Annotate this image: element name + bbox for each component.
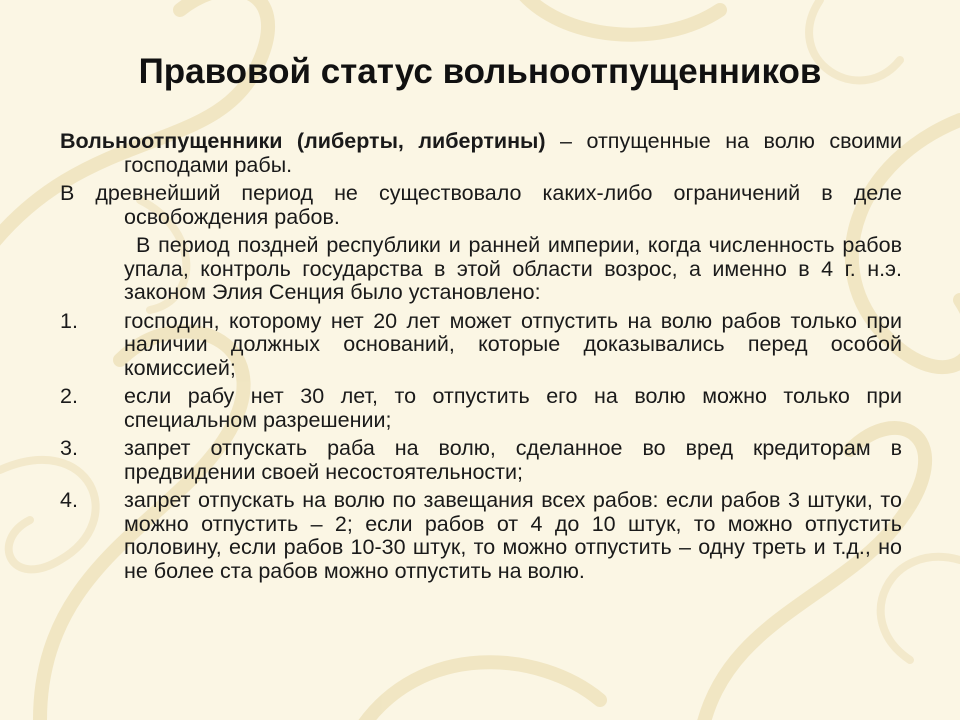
list-item-text: если рабу нет 30 лет, то отпустить его на волю можно только при специальном разрешении; [124,384,902,432]
intro-paragraph [60,130,902,177]
list-item-number: 2. [60,384,78,408]
list-item-text: господин, которому нет 20 лет может отпустить на волю рабов только при наличии должных оснований, которые доказывались перед особой комиссией; [124,308,902,380]
list-item-number: 1. [60,308,78,333]
slide-body [60,130,902,588]
intro-term: Вольноотпущенники (либерты, либертины) [60,129,546,153]
list-item-text: запрет отпускать раба на волю, сделанное во вред кредиторам в предвидении своей несостоятельности; [124,436,902,484]
paragraph-late-republic: В период поздней республики и ранней империи, когда численность рабов упала, контроль государства в этой области возрос, а именно в 4 г. н.э. законом Элия Сенция было установлено: [124,233,902,304]
list-item [60,489,902,583]
paragraph-ancient-period: В древнейший период не существовало каких-либо ограничений в деле освобождения рабов. [60,181,902,229]
list-item [60,437,902,484]
list-item [60,385,902,432]
list-item [60,310,902,381]
list-item-number: 4. [60,488,78,512]
rules-list [60,310,902,584]
slide-title: Правовой статус вольноотпущенников [138,52,822,91]
list-item-text: запрет отпускать на волю по завещания всех рабов: если рабов 3 штуки, то можно отпустить – 2; если рабов от 4 до 10 штук, то можно отпустить половину, если рабов 10-30 штук, то можно отпустить – одну треть и т.д., но не более ста рабов можно отпустить на волю. [124,488,902,583]
list-item-number: 3. [60,436,78,460]
intro-definition: – отпущенные на волю своими господами рабы. [124,129,903,177]
